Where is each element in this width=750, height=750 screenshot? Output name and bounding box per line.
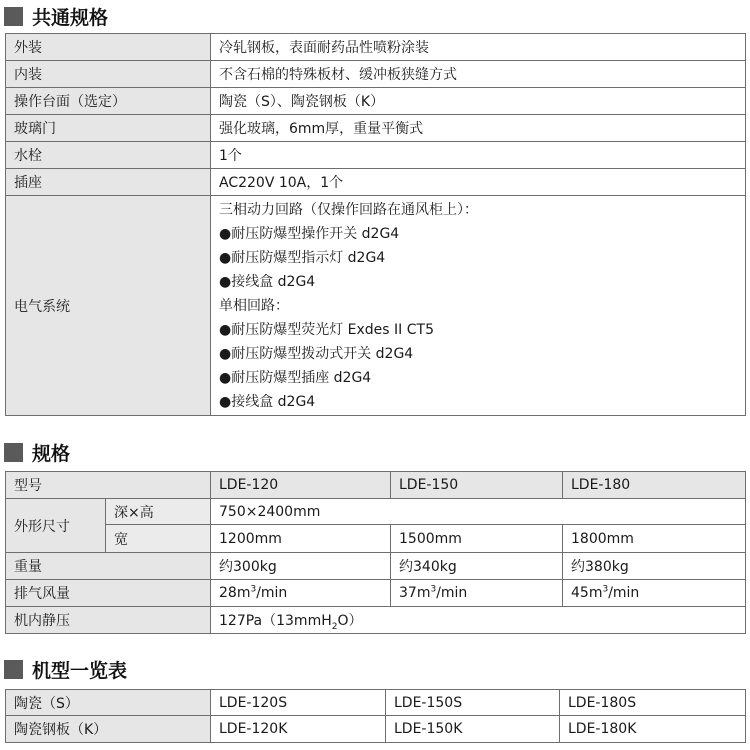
- row-label: 内装: [6, 61, 211, 88]
- electrical-line: 单相回路：: [219, 297, 289, 314]
- pressure-label: 机内静压: [6, 607, 211, 634]
- section-square-icon: [4, 660, 23, 679]
- model-name: LDE-180: [563, 472, 746, 499]
- weight-value: 约340kg: [391, 553, 563, 580]
- model-code: LDE-120S: [211, 690, 386, 716]
- electrical-line: ●接线盒 d2G4: [219, 273, 316, 290]
- row-value: 不含石棉的特殊板材、缓冲板狭缝方式: [211, 61, 746, 88]
- model-code: LDE-150K: [386, 716, 560, 743]
- table-row: [6, 88, 746, 115]
- electrical-details: [211, 196, 746, 416]
- model-name: LDE-150: [391, 472, 563, 499]
- row-label: 陶瓷钢板（K）: [6, 716, 211, 743]
- table-row: [6, 716, 746, 743]
- row-value: AC220V 10A，1个: [211, 169, 746, 196]
- section-title-list: [4, 654, 127, 684]
- table-row-electrical: [6, 196, 746, 416]
- row-label: 外装: [6, 34, 211, 61]
- row-label: 玻璃门: [6, 115, 211, 142]
- electrical-line: ●耐压防爆型操作开关 d2G4: [219, 225, 400, 242]
- row-value: 强化玻璃，6mm厚，重量平衡式: [211, 115, 746, 142]
- row-label: 操作台面（选定）: [6, 88, 211, 115]
- dims-label: 外形尺寸: [6, 499, 106, 553]
- weight-value: 约380kg: [563, 553, 746, 580]
- row-label: 插座: [6, 169, 211, 196]
- row-value: 1个: [211, 142, 746, 169]
- airflow-value: $28m^3/\min$: [211, 580, 391, 607]
- section-title-spec: [4, 437, 70, 467]
- row-label: 陶瓷（S）: [6, 690, 211, 716]
- table-row: [6, 690, 746, 716]
- model-label: 型号: [6, 472, 211, 499]
- weight-label: 重量: [6, 553, 211, 580]
- section-title-text: 机型一览表: [32, 659, 128, 682]
- model-list-table: [5, 689, 746, 743]
- table-row: [6, 499, 746, 525]
- pressure-value: 127Pa（13mmH$_2$O）: [211, 607, 746, 634]
- electrical-line: ●耐压防爆型荧光灯 Exdes II CT5: [219, 321, 434, 338]
- table-row: [6, 142, 746, 169]
- table-row: [6, 580, 746, 607]
- section-title-text: 共通规格: [32, 6, 109, 29]
- table-row: [6, 115, 746, 142]
- row-value: 陶瓷（S）、陶瓷钢板（K）: [211, 88, 746, 115]
- model-name: LDE-120: [211, 472, 391, 499]
- airflow-label: 排气风量: [6, 580, 211, 607]
- common-spec-table: [5, 33, 746, 416]
- table-row: [6, 169, 746, 196]
- section-title-common: [4, 1, 108, 31]
- model-code: LDE-180S: [560, 690, 746, 716]
- electrical-line: ●耐压防爆型插座 d2G4: [219, 369, 372, 386]
- row-label: 电气系统: [6, 196, 211, 416]
- width-value: 1500mm: [391, 525, 563, 553]
- airflow-value: $37m^3/\min$: [391, 580, 563, 607]
- row-value: 冷轧钢板，表面耐药品性喷粉涂装: [211, 34, 746, 61]
- electrical-line: ●接线盒 d2G4: [219, 393, 316, 410]
- section-square-icon: [4, 443, 23, 462]
- spec-table: [5, 471, 746, 634]
- model-code: LDE-150S: [386, 690, 560, 716]
- depth-height-value: 750×2400mm: [211, 499, 746, 525]
- table-row: [6, 34, 746, 61]
- airflow-value: $45m^3/\min$: [563, 580, 746, 607]
- width-label: 宽: [106, 525, 211, 553]
- row-label: 水栓: [6, 142, 211, 169]
- section-title-text: 规格: [32, 442, 71, 465]
- section-square-icon: [4, 7, 23, 26]
- table-row: [6, 553, 746, 580]
- width-value: 1800mm: [563, 525, 746, 553]
- electrical-line: 三相动力回路（仅操作回路在通风柜上）：: [219, 201, 478, 218]
- table-row: [6, 61, 746, 88]
- weight-value: 约300kg: [211, 553, 391, 580]
- table-row: [6, 472, 746, 499]
- table-row: [6, 525, 746, 553]
- width-value: 1200mm: [211, 525, 391, 553]
- electrical-line: ●耐压防爆型指示灯 d2G4: [219, 249, 386, 266]
- model-code: LDE-120K: [211, 716, 386, 743]
- model-code: LDE-180K: [560, 716, 746, 743]
- electrical-line: ●耐压防爆型拨动式开关 d2G4: [219, 345, 414, 362]
- table-row: [6, 607, 746, 634]
- depth-height-label: 深×高: [106, 499, 211, 525]
